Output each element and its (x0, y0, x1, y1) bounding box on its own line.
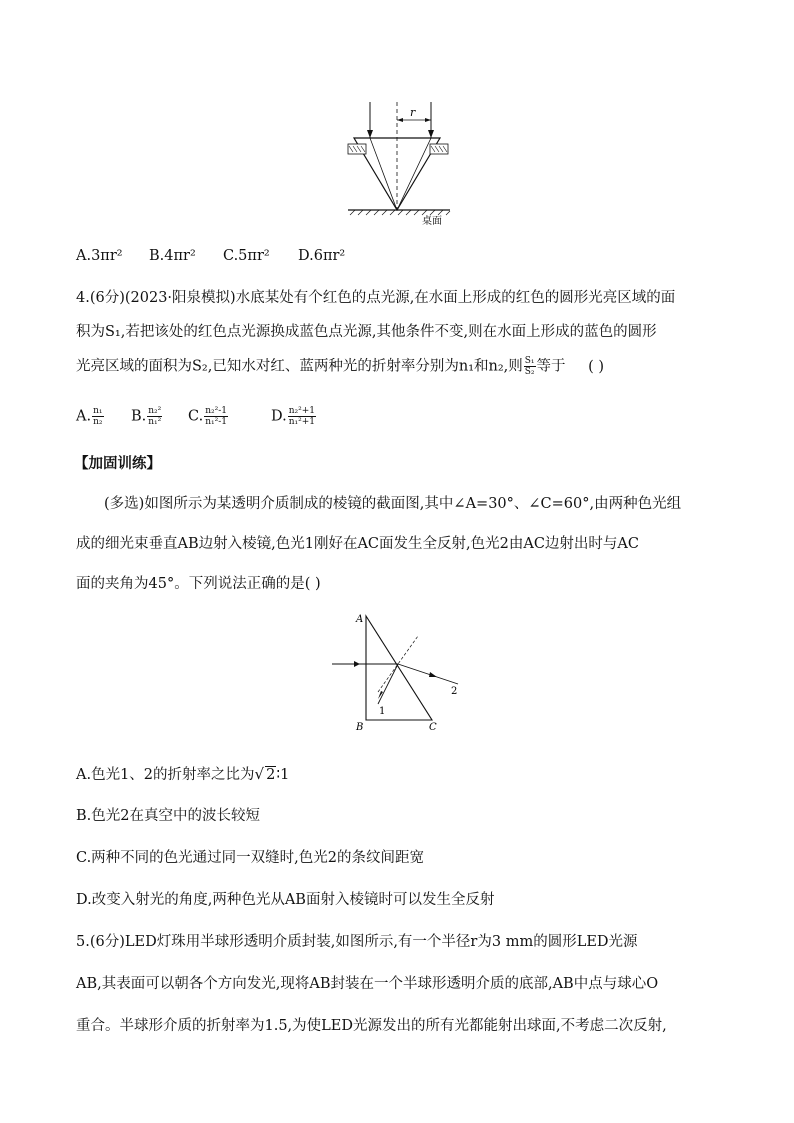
q4-option-d[interactable]: D. $\frac{\text{n₂²+1}}{\text{n₁²+1}}$ (271, 406, 315, 427)
vertex-b: B (356, 722, 364, 733)
ray-2-label: 2 (451, 686, 458, 697)
q4-ratio: $\frac{\text{S₁}}{\text{S₂}}$ (524, 356, 535, 377)
q5-line3: 重合。半球形介质的折射率为1.5,为使LED光源发出的所有光都能射出球面,不考虑二次反射, (76, 1018, 667, 1034)
label-table: 桌面 (422, 216, 442, 227)
prism-figure (326, 608, 476, 738)
training-option-d[interactable]: D.改变入射光的角度,两种色光从AB面射入棱镜时可以发生全反射 (76, 892, 495, 908)
q4-line3: 光亮区域的面积为S₂,已知水对红、蓝两种光的折射率分别为n₁和n₂,则 $\frac{\text{S₁}}{\text{S₂}}$ 等于 ( ) (76, 356, 605, 377)
q4-line1: 4.(6分)(2023·阳泉模拟)水底某处有个红色的点光源,在水面上形成的红色的圆形光亮区域的面 (76, 290, 676, 306)
cone-figure (340, 98, 470, 228)
q5-line1: 5.(6分)LED灯珠用半球形透明介质封装,如图所示,有一个半径r为3 mm的圆形LED光源 (76, 934, 638, 950)
q4-option-b[interactable]: B. $\frac{\text{n₂²}}{\text{n₁²}}$ (131, 406, 162, 427)
q5-line2: AB,其表面可以朝各个方向发光,现将AB封装在一个半球形透明介质的底部,AB中点与球心O (76, 976, 659, 992)
q3-option-c[interactable]: C.5πr² (223, 248, 270, 264)
q4-option-a[interactable]: A. $\frac{\text{n₁}}{\text{n₂}}$ (76, 406, 103, 427)
training-line3: 面的夹角为45°。下列说法正确的是( ) (76, 576, 321, 592)
q3-option-a[interactable]: A.3πr² (76, 248, 123, 264)
q3-option-b[interactable]: B.4πr² (149, 248, 196, 264)
training-line2: 成的细光束垂直AB边射入棱镜,色光1刚好在AC面发生全反射,色光2由AC边射出时与AC (76, 536, 639, 552)
ray-1-label: 1 (379, 706, 386, 717)
q4-line2: 积为S₁,若把该处的红色点光源换成蓝色点光源,其他条件不变,则在水面上形成的蓝色的圆形 (76, 324, 657, 340)
training-option-b[interactable]: B.色光2在真空中的波长较短 (76, 808, 260, 824)
training-option-c[interactable]: C.两种不同的色光通过同一双缝时,色光2的条纹间距宽 (76, 850, 425, 866)
training-option-a[interactable]: A.色光1、2的折射率之比为√ 2∶1 (76, 765, 290, 783)
q4-option-c[interactable]: C. $\frac{\text{n₂²-1}}{\text{n₁²-1}}$ (188, 406, 227, 427)
vertex-c: C (429, 722, 437, 733)
training-line1: (多选)如图所示为某透明介质制成的棱镜的截面图,其中∠A=30°、∠C=60°,由两种色光组 (104, 496, 682, 512)
q4-answer-blank: ( ) (588, 358, 605, 375)
label-r: r (410, 106, 416, 119)
vertex-a: A (356, 614, 364, 625)
q3-option-d[interactable]: D.6πr² (298, 248, 346, 264)
section-title-training: 【加固训练】 (74, 456, 161, 472)
